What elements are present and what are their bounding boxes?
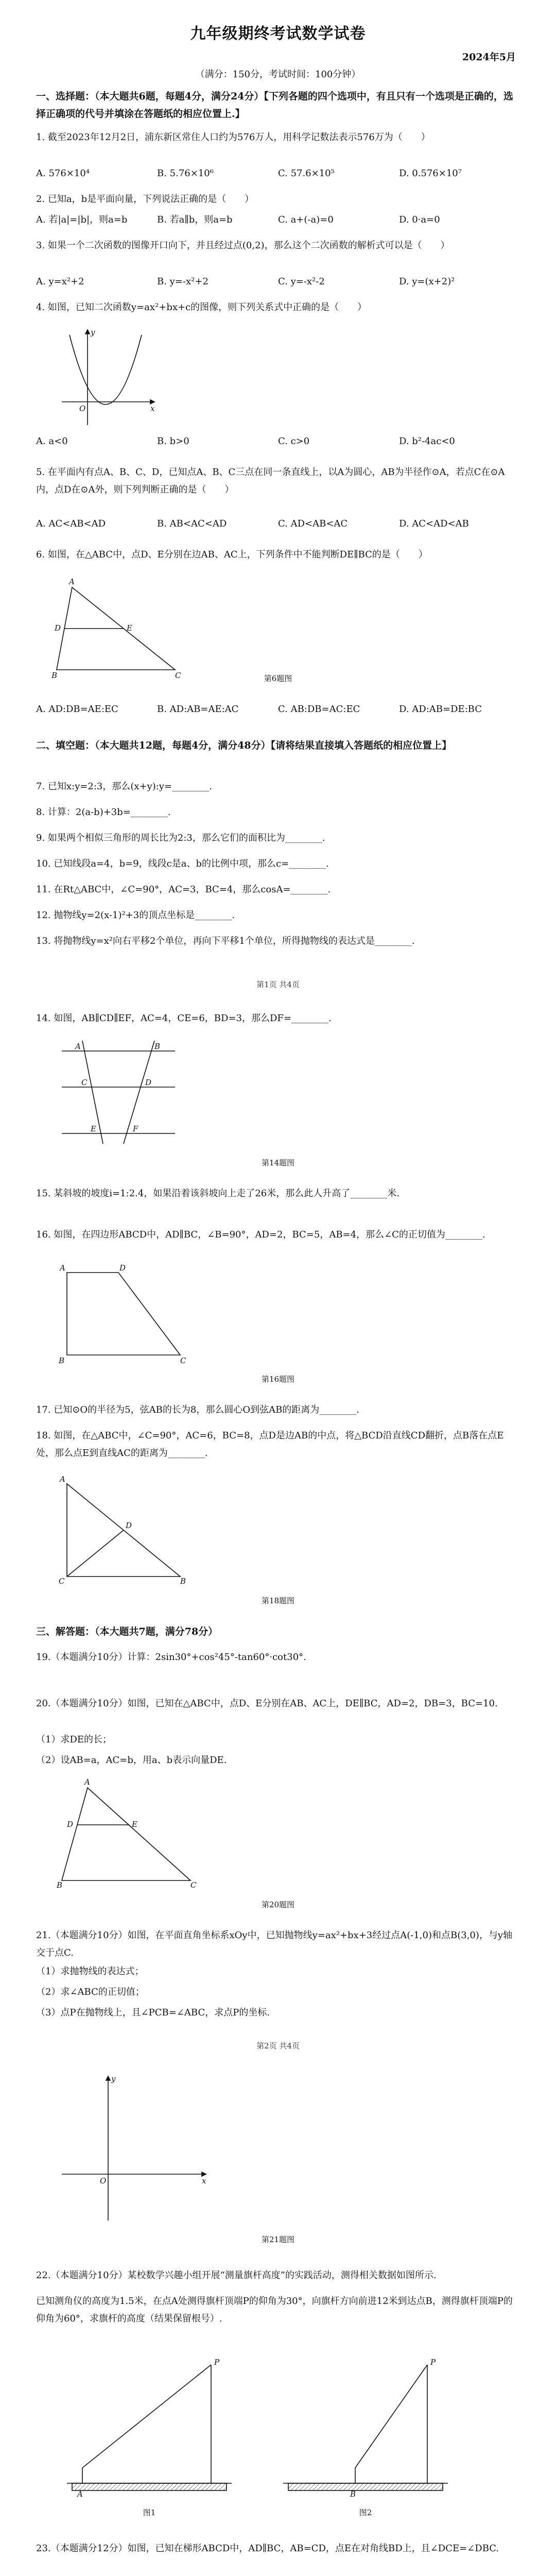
question-9: 9. 如果两个相似三角形的周长比为2:3，那么它们的面积比为________. xyxy=(36,833,325,843)
label-c: C xyxy=(180,1356,186,1365)
option-b: B. 若a∥b，则a=b xyxy=(157,214,233,225)
question-18: 18. 如图，在△ABC中，∠C=90°，AC=6，BC=8，点D是边AB的中点，将△BCD沿直线CD翻折，点B落在点E处，那么点E到直线AC的距离为________. xyxy=(36,1430,504,1459)
question-11: 11. 在Rt△ABC中，∠C=90°，AC=3，BC=4，那么cosA=________. xyxy=(36,884,331,895)
label-a: A xyxy=(60,1263,65,1273)
question-6: 6. 如图，在△ABC中，点D、E分别在边AB、AC上，下列条件中不能判断DE∥BC的是（ ） xyxy=(36,549,428,560)
option-a: A. 576×10⁴ xyxy=(36,168,90,179)
question-21-part-1: （1）求抛物线的表达式； xyxy=(36,1966,144,1977)
label-b: B xyxy=(180,1577,186,1586)
label-d: D xyxy=(145,1078,152,1087)
label-b: B xyxy=(350,2489,356,2499)
question-4-options xyxy=(36,433,520,450)
question-21-part-3: （3）点P在抛物线上，且∠PCB=∠ABC，求点P的坐标. xyxy=(36,2007,270,2018)
question-15: 15. 某斜坡的坡度i=1:2.4，如果沿着该斜坡向上走了26米，那么此人升高了________米. xyxy=(36,1188,399,1199)
section2-heading: 二、填空题：（本大题共12题，每题4分，满分48分）【请将结果直接填入答题纸的相应位置上】 xyxy=(36,740,452,751)
option-a: A. a<0 xyxy=(36,436,68,447)
fig-caption-14: 第14题图 xyxy=(261,1158,295,1167)
question-3: 3. 如果一个二次函数的图像开口向下，并且经过点(0,2)，那么这个二次函数的解析式可以是（ ） xyxy=(36,240,450,251)
question-3-options xyxy=(36,273,520,291)
option-d: D. AD:AB=DE:BC xyxy=(399,704,482,715)
label-a: A xyxy=(75,1042,81,1051)
parabola-curve xyxy=(70,335,142,404)
option-c: C. c>0 xyxy=(278,436,310,447)
label-a: A xyxy=(69,577,75,586)
option-b: B. AD:AB=AE:AC xyxy=(157,704,239,715)
label-c: C xyxy=(59,1577,65,1586)
option-a: A. 若|a|=|b|，则a=b xyxy=(36,214,128,225)
question-8: 8. 计算：2(a-b)+3b=________. xyxy=(36,807,171,818)
question-22: 22.（本题满分10分）某校数学兴趣小组开展“测量旗杆高度”的实践活动，测得相关数据如图所示. xyxy=(36,2270,437,2281)
triangle-figure-6 xyxy=(51,577,185,680)
label-a: A xyxy=(60,1475,65,1484)
question-5: 5. 在平面内有点A、B、C、D，已知点A、B、C三点在同一条直线上，以A为圆心，AB为半径作⊙A，若点C在⊙A内，点D在⊙A外，则下列判断正确的是（ ） xyxy=(36,467,505,495)
flagpole-figure-2 xyxy=(278,2354,453,2499)
question-14: 14. 如图，AB∥CD∥EF，AC=4，CE=6，BD=3，那么DF=________. xyxy=(36,1013,332,1024)
label-c: C xyxy=(81,1078,88,1087)
question-10: 10. 已知线段a=4，b=9，线段c是a、b的比例中项，那么c=________. xyxy=(36,858,329,869)
option-c: C. y=-x²-2 xyxy=(278,276,325,287)
question-13: 13. 将抛物线y=x²向右平移2个单位，再向下平移1个单位，所得抛物线的表达式是________. xyxy=(36,936,415,946)
fig-caption-21: 第21题图 xyxy=(261,2235,295,2244)
y-axis-arrow xyxy=(85,330,90,334)
label-p: P xyxy=(214,2358,220,2367)
x-axis-arrow xyxy=(150,400,154,404)
label-d: D xyxy=(67,1820,74,1829)
fig-caption-22b: 图2 xyxy=(359,2508,372,2517)
label-b: B xyxy=(59,1356,65,1365)
question-1-options xyxy=(36,165,520,182)
flagpole-figure-1 xyxy=(62,2354,237,2499)
parabola-figure xyxy=(57,325,160,428)
question-2: 2. 已知a，b是平面向量，下列说法正确的是（ ） xyxy=(36,194,254,205)
ground-hatch xyxy=(72,2483,227,2490)
question-4: 4. 如图，已知二次函数y=ax²+bx+c的图像，则下列关系式中正确的是（ ） xyxy=(36,302,367,313)
option-c: C. AB:DB=AC:EC xyxy=(278,704,360,715)
label-b: B xyxy=(57,1880,63,1890)
question-16: 16. 如图，在四边形ABCD中，AD∥BC，∠B=90°，AD=2，BC=5，AB=4，那么∠C的正切值为________. xyxy=(36,1229,485,1240)
question-23: 23.（本题满分12分）如图，已知在梯形ABCD中，AD∥BC，AB=CD，点E在对角线BD上，且∠DCE=∠DBC. xyxy=(36,2543,499,2554)
option-b: B. b>0 xyxy=(157,436,189,447)
fold-triangle-figure xyxy=(57,1473,190,1587)
ground-hatch xyxy=(288,2483,443,2490)
option-d: D. b²-4ac<0 xyxy=(399,436,455,447)
label-b: B xyxy=(51,671,58,680)
label-b: B xyxy=(154,1042,161,1051)
sight-line-b xyxy=(355,2365,427,2468)
page-title: 九年级期终考试数学试卷 xyxy=(190,25,366,43)
transversal-2 xyxy=(124,1041,154,1144)
label-c: C xyxy=(190,1880,197,1890)
trapezoid-figure xyxy=(57,1262,190,1365)
triangle-abc xyxy=(62,1788,190,1880)
median-cd xyxy=(67,1530,124,1577)
option-a: A. AC<AB<AD xyxy=(36,518,106,529)
question-2-options xyxy=(36,211,520,229)
trapezoid-abcd xyxy=(67,1273,180,1355)
y-label: y xyxy=(91,328,95,337)
label-e: E xyxy=(91,1124,96,1133)
option-c: C. AD<AB<AC xyxy=(278,518,348,529)
option-a: A. y=x²+2 xyxy=(36,276,84,287)
sight-line-a xyxy=(82,2365,211,2468)
question-20: 20.（本题满分10分）如图，已知在△ABC中，点D、E分别在AB、AC上，DE∥BC，AD=2，DB=3，BC=10. xyxy=(36,1698,498,1709)
question-5-options xyxy=(36,515,520,533)
fig-caption-6: 第6题图 xyxy=(264,674,292,683)
option-d: D. AC<AD<AB xyxy=(399,518,469,529)
label-f: F xyxy=(133,1124,138,1133)
option-d: D. y=(x+2)² xyxy=(399,276,455,287)
option-d: D. 0·a=0 xyxy=(399,214,440,225)
page-number-1: 第1页 共4页 xyxy=(256,980,300,989)
y-label: y xyxy=(111,2074,116,2083)
page-number-2: 第2页 共4页 xyxy=(256,2041,300,2050)
question-21-part-2: （2）求∠ABC的正切值； xyxy=(36,1987,145,1997)
option-d: D. 0.576×10⁷ xyxy=(399,168,462,179)
option-b: B. 5.76×10⁶ xyxy=(157,168,214,179)
question-7: 7. 已知x:y=2:3，那么(x+y):y=________. xyxy=(36,781,212,792)
question-1: 1. 截至2023年12月2日，浦东新区常住人口约为576万人，用科学记数法表示576万为（ ） xyxy=(36,132,430,143)
origin-label: O xyxy=(100,2176,107,2185)
question-21: 21.（本题满分10分）如图，在平面直角坐标系xOy中，已知抛物线y=ax²+bx+3经过点A(-1,0)和点B(3,0)，与y轴交于点C. xyxy=(36,1930,513,1958)
exam-date: 2024年5月 xyxy=(462,52,516,63)
x-label: x xyxy=(202,2176,206,2185)
section3-heading: 三、解答题：（本大题共7题，满分78分） xyxy=(36,1626,218,1637)
question-20-part-1: （1）求DE的长； xyxy=(36,1734,112,1745)
label-p: P xyxy=(430,2358,436,2367)
question-17: 17. 已知⊙O的半径为5，弦AB的长为8，那么圆心O到弦AB的距离为________. xyxy=(36,1404,360,1415)
x-axis-arrow xyxy=(202,2172,206,2176)
triangle-figure-20 xyxy=(57,1777,201,1891)
label-d: D xyxy=(55,623,61,633)
question-12: 12. 抛物线y=2(x-1)²+3的顶点坐标是________. xyxy=(36,910,235,921)
option-b: B. y=-x²+2 xyxy=(157,276,208,287)
parallel-lines-figure xyxy=(57,1036,180,1149)
fig-caption-20: 第20题图 xyxy=(261,1900,295,1909)
fig-caption-22a: 图1 xyxy=(143,2508,156,2517)
label-d: D xyxy=(119,1263,126,1273)
question-20-part-2: （2）设AB=a，AC=b，用a、b表示向量DE. xyxy=(36,1755,227,1766)
section1-heading: 一、选择题：（本大题共6题，每题4分，满分24分）【下列各题的四个选项中，有且只有一个选项是正确的，选择正确项的代号并填涂在答题纸的相应位置上.】 xyxy=(36,91,513,120)
coordinate-plane-figure xyxy=(57,2071,211,2226)
option-c: C. 57.6×10⁵ xyxy=(278,168,335,179)
label-e: E xyxy=(127,623,132,633)
fig-caption-18: 第18题图 xyxy=(261,1596,295,1605)
label-d: D xyxy=(126,1521,132,1530)
question-22-detail: 已知测角仪的高度为1.5米，在点A处测得旗杆顶端P的仰角为30°，向旗杆方向前进12米到达点B，测得旗杆顶端P的仰角为60°，求旗杆的高度（结果保留根号）. xyxy=(36,2296,513,2324)
option-a: A. AD:DB=AE:EC xyxy=(36,704,118,715)
y-axis-arrow xyxy=(106,2076,110,2080)
question-19: 19.（本题满分10分）计算：2sin30°+cos²45°-tan60°·cot30°. xyxy=(36,1652,306,1663)
option-c: C. a+(-a)=0 xyxy=(278,214,334,225)
fig-caption-16: 第16题图 xyxy=(261,1375,295,1384)
label-a: A xyxy=(77,2489,83,2499)
label-c: C xyxy=(175,671,181,680)
exam-meta: （满分：150分，考试时间：100分钟） xyxy=(195,69,361,80)
question-6-options xyxy=(36,701,520,718)
option-b: B. AB<AC<AD xyxy=(157,518,227,529)
label-a: A xyxy=(84,1777,90,1787)
label-e: E xyxy=(132,1820,137,1829)
x-label: x xyxy=(150,404,155,413)
origin-label: O xyxy=(79,404,86,413)
